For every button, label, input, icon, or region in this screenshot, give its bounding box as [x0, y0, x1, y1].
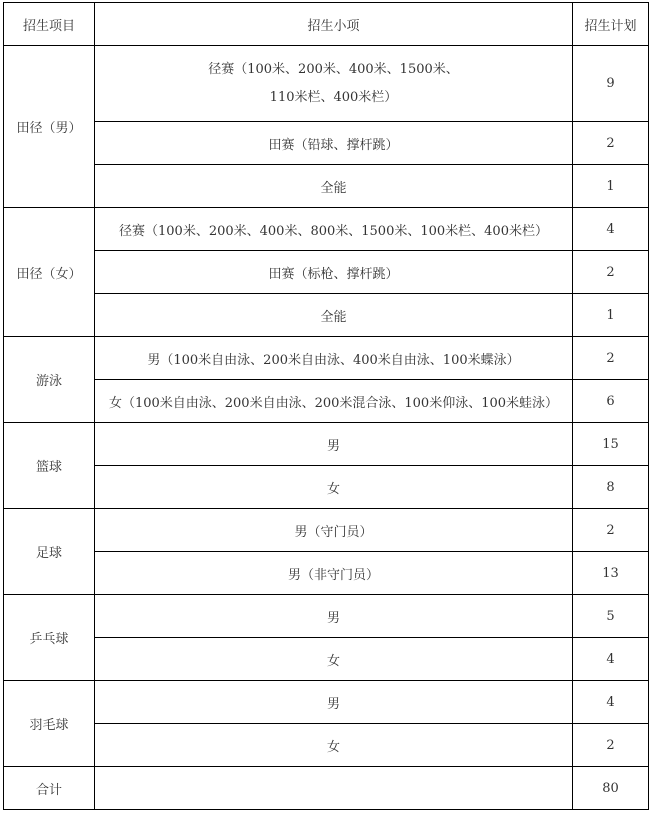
item-cell: 田赛（标枪、撑杆跳） — [95, 251, 573, 294]
plan-cell: 4 — [573, 681, 649, 724]
table-row — [4, 595, 649, 638]
category-cell: 游泳 — [4, 337, 95, 423]
table-row — [4, 380, 649, 423]
table-row — [4, 509, 649, 552]
item-line-2: 110米栏、400米栏） — [269, 89, 398, 105]
total-item — [95, 767, 573, 810]
item-cell: 男 — [95, 595, 573, 638]
header-item: 招生小项 — [95, 3, 573, 46]
plan-cell: 2 — [573, 251, 649, 294]
plan-cell: 4 — [573, 208, 649, 251]
plan-cell: 2 — [573, 337, 649, 380]
item-cell: 全能 — [95, 165, 573, 208]
plan-cell: 2 — [573, 122, 649, 165]
header-plan: 招生计划 — [573, 3, 649, 46]
item-cell: 田赛（铅球、撑杆跳） — [95, 122, 573, 165]
item-cell: 男（100米自由泳、200米自由泳、400米自由泳、100米蝶泳） — [95, 337, 573, 380]
item-cell: 女 — [95, 466, 573, 509]
table-row — [4, 466, 649, 509]
item-cell: 径赛（100米、200米、400米、800米、1500米、100米栏、400米栏） — [95, 208, 573, 251]
table-row — [4, 423, 649, 466]
total-plan: 80 — [573, 767, 649, 810]
plan-cell: 2 — [573, 724, 649, 767]
table-row — [4, 681, 649, 724]
plan-cell: 13 — [573, 552, 649, 595]
table-row — [4, 122, 649, 165]
plan-cell: 2 — [573, 509, 649, 552]
category-cell: 足球 — [4, 509, 95, 595]
total-row — [4, 767, 649, 810]
header-row — [4, 3, 649, 46]
table-row — [4, 337, 649, 380]
plan-cell: 1 — [573, 165, 649, 208]
category-cell: 羽毛球 — [4, 681, 95, 767]
table-row — [4, 251, 649, 294]
plan-cell: 9 — [573, 46, 649, 122]
item-cell: 女（100米自由泳、200米自由泳、200米混合泳、100米仰泳、100米蛙泳） — [95, 380, 573, 423]
category-cell: 田径（女） — [4, 208, 95, 337]
table-row — [4, 165, 649, 208]
category-cell: 乒乓球 — [4, 595, 95, 681]
table-row — [4, 46, 649, 122]
item-cell — [95, 46, 573, 122]
plan-cell: 4 — [573, 638, 649, 681]
table-row — [4, 208, 649, 251]
plan-cell: 15 — [573, 423, 649, 466]
item-cell: 男（非守门员） — [95, 552, 573, 595]
item-cell: 全能 — [95, 294, 573, 337]
table-row — [4, 724, 649, 767]
table-row — [4, 552, 649, 595]
table-row — [4, 638, 649, 681]
enrollment-plan-table — [3, 2, 649, 810]
item-cell: 男（守门员） — [95, 509, 573, 552]
plan-cell: 1 — [573, 294, 649, 337]
item-cell: 男 — [95, 681, 573, 724]
plan-cell: 8 — [573, 466, 649, 509]
table-row — [4, 294, 649, 337]
plan-cell: 5 — [573, 595, 649, 638]
item-line-1: 径赛（100米、200米、400米、1500米、 — [208, 61, 459, 77]
header-category: 招生项目 — [4, 3, 95, 46]
plan-cell: 6 — [573, 380, 649, 423]
item-cell: 女 — [95, 724, 573, 767]
category-cell: 篮球 — [4, 423, 95, 509]
item-cell: 男 — [95, 423, 573, 466]
category-cell: 田径（男） — [4, 46, 95, 208]
item-cell: 女 — [95, 638, 573, 681]
total-label: 合计 — [4, 767, 95, 810]
